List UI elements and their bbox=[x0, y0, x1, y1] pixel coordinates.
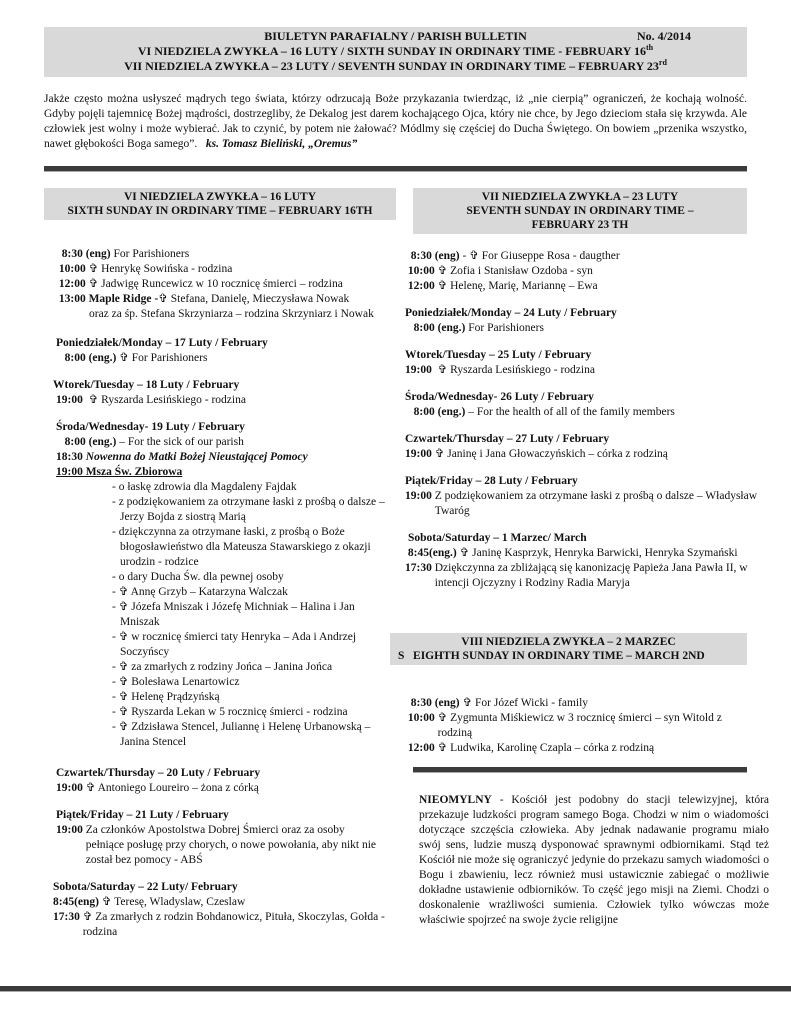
list-item: - o łaskę zdrowia dla Magdaleny Fajdak bbox=[112, 481, 297, 493]
day-heading: Czwartek/Thursday – 27 Luty / February bbox=[405, 433, 610, 445]
intro-paragraph bbox=[44, 92, 747, 152]
mass-entry: 10:00 ✞ Zygmunta Miśkiewicz w 3 rocznicę śmierci – syn Witold z rodziną bbox=[405, 712, 722, 739]
collective-mass-heading: 19:00 Msza Św. Zbiorowa bbox=[56, 466, 183, 478]
right-title-en: SEVENTH SUNDAY IN ORDINARY TIME – bbox=[466, 205, 694, 217]
list-item: - dziękczynna za otrzymane łaski, z prośbą o Boże błogosławieństwo dla Mateusza Stawarskiego z okazji urodzin - rodzice bbox=[112, 526, 371, 568]
mass-entry: 12:00 ✞ Jadwigę Runcewicz w 10 rocznicę śmierci – rodzina bbox=[56, 278, 343, 290]
left-section-title bbox=[44, 188, 396, 220]
day-heading: Wtorek/Tuesday – 18 Luty / February bbox=[53, 379, 240, 391]
day-heading: Środa/Wednesday- 19 Luty / February bbox=[56, 421, 245, 433]
mass-entry: 17:30 ✞ Za zmarłych z rodzin Bohdanowicz, Pituła, Skoczylas, Gołda - rodzina bbox=[53, 911, 385, 938]
eighth-title-en: S EIGHTH SUNDAY IN ORDINARY TIME – MARCH 2ND bbox=[398, 650, 705, 662]
divider-bottom bbox=[0, 986, 791, 992]
day-heading: Poniedziałek/Monday – 17 Luty / February bbox=[56, 337, 268, 349]
issue-number: No. 4/2014 bbox=[637, 29, 691, 43]
right-schedule bbox=[405, 249, 765, 591]
day-heading: Wtorek/Tuesday – 25 Luty / February bbox=[405, 349, 592, 361]
mass-entry: 12:00 ✞ Ludwika, Karolinę Czapla – córka z rodziną bbox=[405, 742, 655, 754]
list-item: - ✞ w rocznicę śmierci taty Henryka – Ada i Andrzej Soczyńscy bbox=[112, 631, 357, 658]
mass-entry: 19:00 Za członków Apostolstwa Dobrej Śmierci oraz za osoby pełniące posługę przy chorych, o nowe powołania, aby nikt nie został bez pomocy - ABŚ bbox=[56, 824, 377, 866]
header-sixth-sup: th bbox=[646, 43, 654, 52]
list-item: - ✞ za zmarłych z rodziny Jońca – Janina Jońca bbox=[112, 661, 333, 673]
day-heading: Poniedziałek/Monday – 24 Luty / February bbox=[405, 307, 617, 319]
list-item: - ✞ Helenę Prądzyńską bbox=[112, 691, 220, 703]
eighth-sunday-schedule bbox=[405, 696, 765, 756]
list-item: - ✞ Zdzisława Stencel, Juliannę i Helenę Urbanowską – Janina Stencel bbox=[112, 721, 371, 748]
mass-entry: 8:30 (eng) - ✞ For Giuseppe Rosa - daugther bbox=[405, 250, 620, 262]
mass-entry: 8:00 (eng.) ✞ For Parishioners bbox=[56, 352, 208, 364]
mass-entry: 17:30 Dziękczynna za zbliżającą się kanonizację Papieża Jana Pawła II, w intencji Ojczyzny i Rodziny Radia Maryja bbox=[405, 562, 748, 589]
day-heading: Środa/Wednesday- 26 Luty / February bbox=[405, 391, 594, 403]
mass-entry: 13:00 Maple Ridge - ✞ Stefana, Danielę, Mieczysława Nowak bbox=[56, 293, 350, 305]
mass-entry: 10:00 ✞ Henrykę Sowińska - rodzina bbox=[56, 263, 233, 275]
day-heading: Sobota/Saturday – 1 Marzec/ March bbox=[408, 532, 587, 544]
day-heading: Piątek/Friday – 28 Luty / February bbox=[405, 475, 578, 487]
intro-text: Jakże często można usłyszeć mądrych tego świata, którzy odrzucają Boże przykazania twierdząc, iż „nie cierpią” ograniczeń, że kochają wolność. Gdyby pojęli tajemnicę Bożej mądrości, dostrzegliby, że Dekalog jest darem kochającego Ojca, który nie chce, by Jego dzieciom stała się krzywda. Ale człowiek jest wolny i może wybierać. Jak to czynić, by potem nie żałować? Módlmy się częściej do Ducha Świętego. On bowiem „przenika wszystko, nawet głębokości Boga samego”. bbox=[44, 93, 747, 150]
mass-entry: 8:00 (eng.) For Parishioners bbox=[405, 322, 544, 334]
mass-entry: 19:00 Z podziękowaniem za otrzymane łaski z prośbą o dalsze – Władysław Twaróg bbox=[405, 490, 758, 517]
mass-entry: 12:00 ✞ Helenę, Marię, Mariannę – Ewa bbox=[405, 280, 598, 292]
mass-entry: 8:30 (eng) For Parishioners bbox=[56, 248, 190, 260]
collective-mass-intentions bbox=[56, 480, 396, 750]
day-heading: Piątek/Friday – 21 Luty / February bbox=[56, 809, 229, 821]
right-title-pl: VII NIEDZIELA ZWYKŁA – 23 LUTY bbox=[481, 191, 679, 203]
left-title-pl: VI NIEDZIELA ZWYKŁA – 16 LUTY bbox=[123, 191, 317, 203]
nieomylny-text: - Kościół jest podobny do stacji telewizyjnej, która przekazuje ludzkości program samego Boga. Chodzi w nim o wiadomości dotyczące szczęścia człowieka. Aby jednak nadawanie programu miało swój sens, ludzie muszą dysponować sprawnymi odbiornikami. Stąd też Kościół nie może się ograniczyć jedynie do przekazu samych wiadomości o Bogu i zbawieniu, lecz również musi ustawicznie zabiegać o możliwie dokładne ustawienie odbiorników. To część jego misji na Ziemi. Chodzi o doskonalenie wrażliwości sumienia. Człowiek tylko wówczas może właściwie spojrzeć na swoje życie religijne bbox=[419, 794, 769, 926]
divider-right bbox=[413, 767, 747, 773]
list-item: - o dary Ducha Św. dla pewnej osoby bbox=[112, 571, 284, 583]
list-item: - ✞ Józefa Mniszak i Józefę Michniak – Halina i Jan Mniszak bbox=[112, 601, 355, 628]
mass-entry-continued: oraz za śp. Stefana Skrzyniarza – rodzina Skrzyniarz i Nowak bbox=[89, 308, 374, 320]
mass-entry: 10:00 ✞ Zofia i Stanisław Ozdoba - syn bbox=[405, 265, 593, 277]
left-title-en: SIXTH SUNDAY IN ORDINARY TIME – FEBRUARY 16TH bbox=[67, 205, 373, 217]
header-seventh-sup: rd bbox=[658, 58, 667, 67]
right-section-title bbox=[413, 188, 747, 234]
mass-entry: 8:30 (eng) ✞ For Józef Wicki - family bbox=[405, 697, 589, 709]
eighth-title-pl: VIII NIEDZIELA ZWYKŁA – 2 MARZEC bbox=[461, 636, 676, 648]
list-item: - ✞ Annę Grzyb – Katarzyna Walczak bbox=[112, 586, 288, 598]
mass-entry: 19:00 ✞ Ryszarda Lesińskiego - rodzina bbox=[56, 394, 246, 406]
mass-entry: 8:00 (eng.) – For the health of all of the family members bbox=[405, 406, 675, 418]
nieomylny-article bbox=[419, 793, 769, 928]
eighth-sunday-title bbox=[390, 633, 747, 665]
list-item: - ✞ Ryszarda Lekan w 5 rocznicę śmierci - rodzina bbox=[112, 706, 348, 718]
mass-entry: 8:00 (eng.) – For the sick of our parish bbox=[56, 436, 244, 448]
header-sixth-sunday: VI NIEDZIELA ZWYKŁA – 16 LUTY / SIXTH SUNDAY IN ORDINARY TIME - FEBRUARY 16 bbox=[137, 44, 646, 58]
nieomylny-lead: NIEOMYLNY bbox=[419, 794, 492, 806]
bulletin-title: BIULETYN PARAFIALNY / PARISH BULLETIN bbox=[264, 29, 527, 43]
left-schedule bbox=[53, 247, 396, 940]
intro-author: ks. Tomasz Bieliński, „Oremus” bbox=[205, 138, 358, 150]
mass-entry: 8:45(eng.) ✞ Janinę Kasprzyk, Henryka Barwicki, Henryka Szymański bbox=[405, 547, 738, 559]
list-item: - z podziękowaniem za otrzymane łaski z prośbą o dalsze – Jerzy Bojda z siostrą Marią bbox=[112, 496, 385, 523]
day-heading: Czwartek/Thursday – 20 Luty / February bbox=[56, 767, 261, 779]
mass-entry: 19:00 ✞ Ryszarda Lesińskiego - rodzina bbox=[405, 364, 595, 376]
mass-entry: 19:00 ✞ Antoniego Loureiro – żona z córką bbox=[56, 782, 259, 794]
day-heading: Sobota/Saturday – 22 Luty/ February bbox=[53, 881, 238, 893]
mass-entry: 8:45(eng) ✞ Teresę, Wladyslaw, Czeslaw bbox=[53, 896, 246, 908]
right-title-date: FEBRUARY 23 TH bbox=[531, 219, 629, 231]
divider-top bbox=[44, 166, 747, 172]
header-seventh-sunday: VII NIEDZIELA ZWYKŁA – 23 LUTY / SEVENTH SUNDAY IN ORDINARY TIME – FEBRUARY 23 bbox=[124, 59, 659, 73]
mass-entry: 18:30 Nowenna do Matki Bożej Nieustającej Pomocy bbox=[56, 451, 308, 463]
list-item: - ✞ Bolesława Lenartowicz bbox=[112, 676, 240, 688]
bulletin-header bbox=[44, 27, 747, 77]
mass-entry: 19:00 ✞ Janinę i Jana Głowaczyńskich – córka z rodziną bbox=[405, 448, 668, 460]
